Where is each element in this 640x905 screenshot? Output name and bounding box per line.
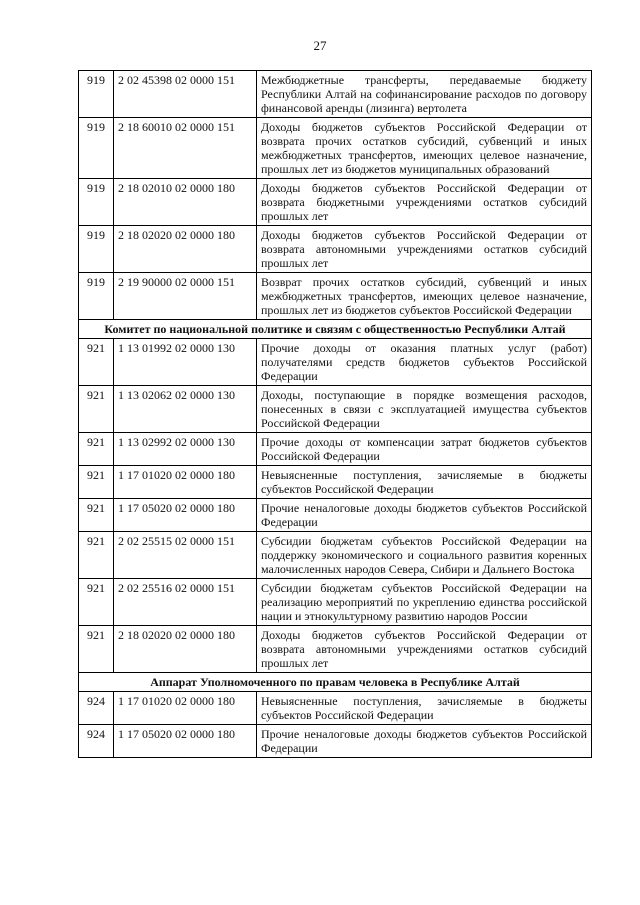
- revenue-codes-table: [78, 70, 592, 758]
- admin-code-cell: 921: [79, 386, 114, 433]
- admin-code-cell: 924: [79, 725, 114, 758]
- revenue-code-cell: 1 17 01020 02 0000 180: [114, 692, 257, 725]
- revenue-code-cell: 1 17 05020 02 0000 180: [114, 725, 257, 758]
- description-cell: Субсидии бюджетам субъектов Российской Федерации на поддержку экономического и социального развития коренных малочисленных народов Севера, Сибири и Дальнего Востока: [257, 532, 592, 579]
- revenue-code-cell: 2 18 02010 02 0000 180: [114, 179, 257, 226]
- table-row: [79, 466, 592, 499]
- table-row: [79, 532, 592, 579]
- revenue-code-cell: 2 18 02020 02 0000 180: [114, 226, 257, 273]
- admin-code-cell: 921: [79, 499, 114, 532]
- revenue-code-cell: 1 13 01992 02 0000 130: [114, 339, 257, 386]
- description-cell: Доходы бюджетов субъектов Российской Федерации от возврата прочих остатков субсидий, субвенций и иных межбюджетных трансфертов, имеющих целевое назначение, прошлых лет из бюджетов муниципальных образований: [257, 118, 592, 179]
- section-header-row: [79, 673, 592, 692]
- description-cell: Прочие неналоговые доходы бюджетов субъектов Российской Федерации: [257, 725, 592, 758]
- description-cell: Субсидии бюджетам субъектов Российской Федерации на реализацию мероприятий по укреплению единства российской нации и этнокультурному развитию народов России: [257, 579, 592, 626]
- admin-code-cell: 921: [79, 433, 114, 466]
- table-row: [79, 118, 592, 179]
- description-cell: Прочие доходы от оказания платных услуг (работ) получателями средств бюджетов субъектов Российской Федерации: [257, 339, 592, 386]
- admin-code-cell: 919: [79, 179, 114, 226]
- revenue-code-cell: 2 18 02020 02 0000 180: [114, 626, 257, 673]
- description-cell: Доходы бюджетов субъектов Российской Федерации от возврата автономными учреждениями остатков субсидий прошлых лет: [257, 226, 592, 273]
- revenue-code-cell: 1 13 02062 02 0000 130: [114, 386, 257, 433]
- table-row: [79, 226, 592, 273]
- description-cell: Межбюджетные трансферты, передаваемые бюджету Республики Алтай на софинансирование расходов по договору финансовой аренды (лизинга) вертолета: [257, 71, 592, 118]
- revenue-code-cell: 2 18 60010 02 0000 151: [114, 118, 257, 179]
- revenue-code-cell: 1 17 05020 02 0000 180: [114, 499, 257, 532]
- revenue-code-cell: 2 19 90000 02 0000 151: [114, 273, 257, 320]
- description-cell: Доходы, поступающие в порядке возмещения расходов, понесенных в связи с эксплуатацией имущества субъектов Российской Федерации: [257, 386, 592, 433]
- table-row: [79, 499, 592, 532]
- admin-code-cell: 919: [79, 71, 114, 118]
- admin-code-cell: 921: [79, 532, 114, 579]
- description-cell: Невыясненные поступления, зачисляемые в бюджеты субъектов Российской Федерации: [257, 692, 592, 725]
- admin-code-cell: 919: [79, 226, 114, 273]
- table-row: [79, 725, 592, 758]
- page-number: 27: [313, 38, 327, 53]
- table-row: [79, 626, 592, 673]
- description-cell: Доходы бюджетов субъектов Российской Федерации от возврата автономными учреждениями остатков субсидий прошлых лет: [257, 626, 592, 673]
- description-cell: Доходы бюджетов субъектов Российской Федерации от возврата бюджетными учреждениями остатков субсидий прошлых лет: [257, 179, 592, 226]
- table-row: [79, 339, 592, 386]
- table-row: [79, 71, 592, 118]
- revenue-code-cell: 2 02 25515 02 0000 151: [114, 532, 257, 579]
- admin-code-cell: 921: [79, 339, 114, 386]
- admin-code-cell: 921: [79, 466, 114, 499]
- table-row: [79, 386, 592, 433]
- section-title: Аппарат Уполномоченного по правам человека в Республике Алтай: [79, 673, 592, 692]
- table-row: [79, 433, 592, 466]
- description-cell: Прочие доходы от компенсации затрат бюджетов субъектов Российской Федерации: [257, 433, 592, 466]
- section-title: Комитет по национальной политике и связям с общественностью Республики Алтай: [79, 320, 592, 339]
- table-row: [79, 579, 592, 626]
- admin-code-cell: 921: [79, 626, 114, 673]
- admin-code-cell: 919: [79, 118, 114, 179]
- table-row: [79, 179, 592, 226]
- section-header-row: [79, 320, 592, 339]
- admin-code-cell: 921: [79, 579, 114, 626]
- table-row: [79, 273, 592, 320]
- revenue-code-cell: 2 02 45398 02 0000 151: [114, 71, 257, 118]
- revenue-code-cell: 1 13 02992 02 0000 130: [114, 433, 257, 466]
- table-body: [79, 71, 592, 758]
- table-row: [79, 692, 592, 725]
- admin-code-cell: 924: [79, 692, 114, 725]
- admin-code-cell: 919: [79, 273, 114, 320]
- revenue-code-cell: 2 02 25516 02 0000 151: [114, 579, 257, 626]
- description-cell: Возврат прочих остатков субсидий, субвенций и иных межбюджетных трансфертов, имеющих целевое назначение, прошлых лет из бюджетов субъектов Российской Федерации: [257, 273, 592, 320]
- description-cell: Невыясненные поступления, зачисляемые в бюджеты субъектов Российской Федерации: [257, 466, 592, 499]
- revenue-code-cell: 1 17 01020 02 0000 180: [114, 466, 257, 499]
- description-cell: Прочие неналоговые доходы бюджетов субъектов Российской Федерации: [257, 499, 592, 532]
